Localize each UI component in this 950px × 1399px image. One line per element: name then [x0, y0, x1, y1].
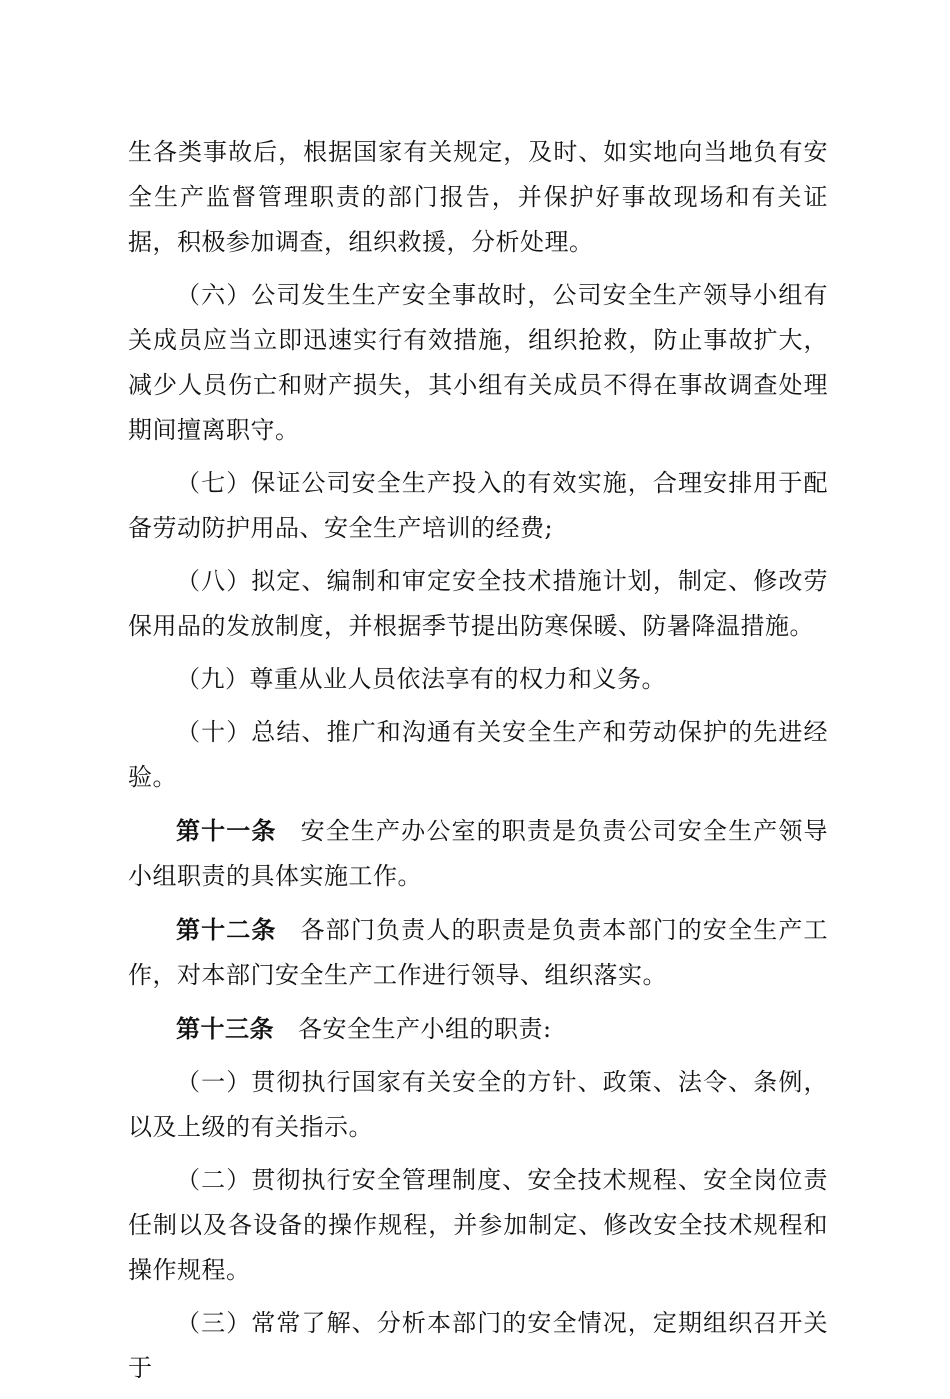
article-label: 第十一条	[176, 816, 277, 845]
paragraph-item-10	[128, 710, 828, 800]
paragraph-text: （十）总结、推广和沟通有关安全生产和劳动保护的先进经验。	[128, 718, 828, 791]
paragraph-item-2	[128, 1158, 828, 1293]
article-13	[128, 1006, 828, 1052]
paragraph-text: （九）尊重从业人员依法享有的权力和义务。	[176, 665, 666, 693]
paragraph-item-9	[128, 657, 828, 702]
paragraph-text: （七）保证公司安全生产投入的有效实施，合理安排用于配备劳动防护用品、安全生产培训的经费;	[128, 469, 828, 542]
paragraph-text: （二）贯彻执行安全管理制度、安全技术规程、安全岗位责任制以及各设备的操作规程，并参加制定、修改安全技术规程和操作规程。	[128, 1166, 828, 1284]
paragraph-continuation	[128, 130, 828, 265]
paragraph-text: （八）拟定、编制和审定安全技术措施计划，制定、修改劳保用品的发放制度，并根据季节提出防寒保暖、防暑降温措施。	[128, 567, 828, 640]
paragraph-text: 各安全生产小组的职责:	[298, 1015, 552, 1043]
paragraph-item-7	[128, 461, 828, 551]
paragraph-text: 各部门负责人的职责是负责本部门的安全生产工作，对本部门安全生产工作进行领导、组织落实。	[128, 916, 829, 989]
paragraph-item-6	[128, 273, 828, 453]
article-label: 第十三条	[176, 1014, 274, 1043]
document-body	[128, 130, 828, 1399]
paragraph-text: （三）常常了解、分析本部门的安全情况，定期组织召开关于	[128, 1309, 828, 1382]
paragraph-item-1	[128, 1060, 828, 1150]
paragraph-text: 安全生产办公室的职责是负责公司安全生产领导小组职责的具体实施工作。	[128, 817, 829, 890]
paragraph-item-3	[128, 1301, 828, 1391]
article-11	[128, 808, 828, 899]
article-12	[128, 907, 828, 998]
article-label: 第十二条	[176, 915, 277, 944]
paragraph-text: （六）公司发生生产安全事故时，公司安全生产领导小组有关成员应当立即迅速实行有效措施，组织抢救，防止事故扩大，减少人员伤亡和财产损失，其小组有关成员不得在事故调查处理期间擅离职守。	[128, 281, 828, 444]
paragraph-text: （一）贯彻执行国家有关安全的方针、政策、法令、条例，以及上级的有关指示。	[128, 1068, 828, 1141]
paragraph-text: 生各类事故后，根据国家有关规定，及时、如实地向当地负有安全生产监督管理职责的部门报告，并保护好事故现场和有关证据，积极参加调查，组织救援，分析处理。	[128, 138, 828, 256]
paragraph-item-8	[128, 559, 828, 649]
